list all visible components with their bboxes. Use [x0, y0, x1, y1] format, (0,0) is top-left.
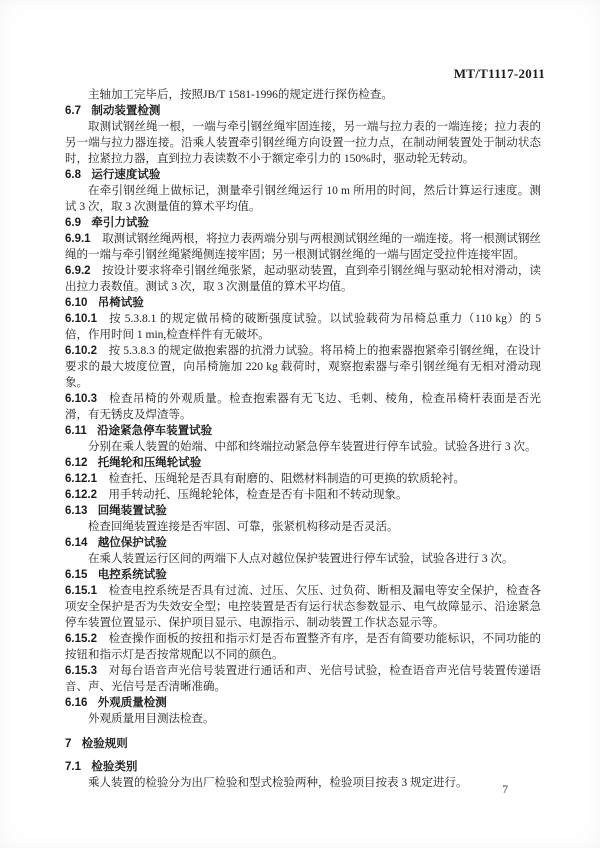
heading-title: 制动装置检测 — [91, 105, 161, 117]
section-number: 6.15 — [65, 569, 88, 581]
section-number: 6.14 — [65, 537, 88, 549]
body-paragraph: 乘人装置的检验分为出厂检验和型式检验两种，检验项目按表 3 规定进行。 — [88, 777, 468, 789]
standard-number: MT/T1117-2011 — [453, 66, 545, 81]
clause-number: 6.10.3 — [65, 393, 97, 405]
section-heading — [65, 567, 541, 583]
section-heading — [65, 295, 541, 311]
body-paragraph: 检查回绳装置连接是否牢固、可靠，张紧机构移动是否灵活。 — [88, 521, 399, 533]
clause-text: 检查托、压绳轮是否具有耐磨的、阻燃材料制造的可更换的软质轮衬。 — [108, 473, 465, 485]
section-heading — [65, 759, 541, 775]
section-number: 6.13 — [65, 505, 88, 517]
section-heading — [65, 103, 541, 119]
clause-paragraph — [65, 343, 541, 391]
heading-title: 运行速度试验 — [91, 169, 161, 181]
section-heading — [65, 535, 541, 551]
page-footer — [502, 784, 508, 796]
heading-title: 牵引力试验 — [91, 217, 149, 229]
clause-number: 6.15.1 — [65, 585, 97, 597]
chapter-heading — [65, 736, 541, 752]
clause-number: 6.12.1 — [65, 473, 97, 485]
clause-paragraph — [65, 487, 541, 503]
clause-text: 按 5.3.8.1 的规定做吊椅的破断强度试验。以试验载荷为吊椅总重力（110 kg）的 5 倍，作用时间 1 min,检查样件有无破坏。 — [65, 313, 541, 341]
clause-number: 6.9.2 — [65, 265, 91, 277]
clause-number: 6.15.3 — [65, 665, 97, 677]
section-number: 6.10 — [65, 297, 88, 309]
document-content — [65, 87, 541, 791]
clause-paragraph — [65, 583, 541, 631]
section-number: 6.16 — [65, 697, 88, 709]
section-heading — [65, 503, 541, 519]
clause-number: 6.12.2 — [65, 489, 97, 501]
section-heading — [65, 455, 541, 471]
body-paragraph: 在乘人装置运行区间的两端下人点对越位保护装置进行停车试验，试验各进行 3 次。 — [88, 553, 514, 565]
heading-title: 检验类别 — [91, 761, 138, 773]
clause-number: 6.10.2 — [65, 345, 97, 357]
clause-paragraph — [65, 471, 541, 487]
section-number: 6.12 — [65, 457, 88, 469]
heading-title: 托绳轮和压绳轮试验 — [97, 457, 202, 469]
clause-text: 用手转动托、压绳轮轮体，检查是否有卡阻和不转动现象。 — [108, 489, 408, 501]
clause-number: 6.9.1 — [65, 233, 91, 245]
clause-text: 按设计要求将牵引钢丝绳张紧，起动驱动装置，直到牵引钢丝绳与驱动轮相对滑动，读出拉力表数值。测试 3 次，取 3 次测量值的算术平均值。 — [65, 265, 541, 293]
body-paragraph: 外观质量用目测法检查。 — [88, 713, 215, 725]
section-heading — [65, 695, 541, 711]
section-number: 7.1 — [65, 761, 81, 773]
body-paragraph: 主轴加工完毕后，按照JB/T 1581-1996的规定进行探伤检查。 — [88, 89, 393, 101]
section-number: 6.9 — [65, 217, 81, 229]
clause-number: 6.15.2 — [65, 633, 97, 645]
clause-paragraph — [65, 311, 541, 343]
running-header — [454, 66, 545, 82]
heading-title: 电控系统试验 — [97, 569, 167, 581]
clause-paragraph — [65, 231, 541, 263]
section-number: 6.7 — [65, 105, 81, 117]
heading-title: 吊椅试验 — [97, 297, 144, 309]
heading-title: 检验规则 — [81, 738, 128, 750]
section-heading — [65, 167, 541, 183]
body-paragraph: 分别在乘人装置的始端、中部和终端拉动紧急停车装置进行停车试验。试验各进行 3 次。 — [88, 441, 537, 453]
clause-text: 取测试钢丝绳两根，将拉力表两端分别与两根测试钢丝绳的一端连接。将一根测试钢丝绳的一端与牵引钢丝绳紧绳侧连接牢固；另一根测试钢丝绳的一端与固定受拉件连接牢固。 — [65, 233, 541, 261]
clause-text: 按 5.3.8.3 的规定做抱索器的抗滑力试验。将吊椅上的抱索器抱紧牵引钢丝绳，在设计要求的最大坡度位置，向吊椅施加 220 kg 载荷时，观察抱索器与牵引钢丝绳有无相对滑动现象。 — [65, 345, 541, 389]
clause-paragraph — [65, 263, 541, 295]
clause-text: 检查操作面板的按扭和指示灯是否布置整齐有序，是否有简要功能标识，不同功能的按钮和指示灯是否按常规配以不同的颜色。 — [65, 633, 541, 661]
section-heading — [65, 423, 541, 439]
clause-text: 对每台语音声光信号装置进行通话和声、光信号试验，检查语音声光信号装置传递语音、声、光信号是否清晰准确。 — [65, 665, 541, 693]
page-number: 7 — [502, 784, 508, 796]
clause-paragraph — [65, 391, 541, 423]
section-heading — [65, 215, 541, 231]
section-number: 6.11 — [65, 425, 87, 437]
clause-paragraph — [65, 663, 541, 695]
heading-title: 回绳装置试验 — [97, 505, 167, 517]
section-number: 6.8 — [65, 169, 81, 181]
clause-text: 检查吊椅的外观质量。检查抱索器有无飞边、毛刺、棱角，检查吊椅杆表面是否光滑，有无锈皮及焊渣等。 — [65, 393, 541, 421]
clause-paragraph — [65, 631, 541, 663]
body-paragraph: 在牵引钢丝绳上做标记，测量牵引钢丝绳运行 10 m 所用的时间，然后计算运行速度。测试 3 次，取 3 次测量值的算术平均值。 — [65, 185, 541, 213]
heading-title: 越位保护试验 — [97, 537, 167, 549]
heading-title: 沿途紧急停车装置试验 — [97, 425, 213, 437]
section-number: 7 — [65, 738, 72, 750]
clause-text: 检查电控系统是否具有过流、过压、欠压、过负荷、断相及漏电等安全保护，检查各项安全保护是否为失效安全型；电控装置是否有运行状态参数显示、电气故障显示、沿途紧急停车装置位置显示、保护项目显示、电源指示、制动装置工作状态显示等。 — [65, 585, 541, 629]
clause-number: 6.10.1 — [65, 313, 97, 325]
heading-title: 外观质量检测 — [97, 697, 167, 709]
body-paragraph: 取测试钢丝绳一根，一端与牵引钢丝绳牢固连接，另一端与拉力表的一端连接；拉力表的另一端与拉力器连接。沿乘人装置牵引钢丝绳方向设置一拉力点，在制动闸装置处于制动状态时，拉紧拉力器，直到拉力表读数不小于额定牵引力的 150%时，驱动轮无转动。 — [65, 121, 541, 165]
